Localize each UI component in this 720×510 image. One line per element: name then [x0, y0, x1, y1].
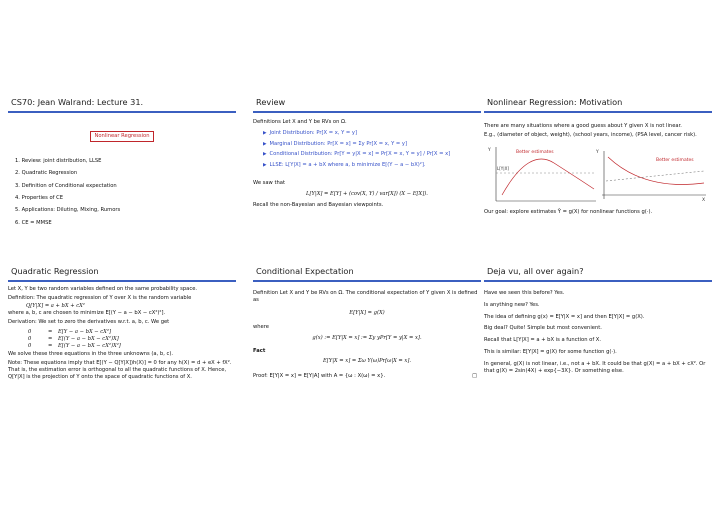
equation-row	[28, 329, 236, 336]
figure-axis-label: X	[702, 197, 706, 203]
topic-badge: Nonlinear Regression	[90, 131, 153, 142]
slide-title: CS70: Jean Walrand: Lecture 31.	[11, 97, 144, 107]
outline-item: 6. CE = MMSE	[15, 219, 52, 226]
equation-row	[28, 343, 236, 350]
deja-line: Is anything new? Yes.	[484, 301, 540, 308]
slide-title: Review	[256, 97, 286, 107]
bullet-marginal: Marginal Distribution: Pr[X = x] = Σy Pr[X = x, Y = y]	[269, 140, 407, 147]
bullet-conditional: Conditional Distribution: Pr[Y = y|X = x] = Pr[X = x, Y = y] / Pr[X = x]	[269, 151, 451, 158]
slide-title: Conditional Expectation	[256, 266, 354, 276]
outline-list	[8, 158, 236, 227]
slide-lecture-title	[8, 93, 236, 253]
bullet-joint: Joint Distribution: Pr[X = x, Y = y]	[269, 129, 357, 136]
note-text: Note: These equations imply that E[(Y − Q[Y|X])h(X)] = 0 for any h(X) = d + eX + fX². That is, the estimation error is orthogonal to all the quadratic functions of X. Hence, Q[Y|X] is the projection of Y onto the space of quadratic functions of X.	[8, 360, 232, 380]
figure-label: Better estimates	[516, 149, 554, 155]
bullet-llse: LLSE: L[Y|X] = a + bX where a, b minimize E[(Y − a − bX)²].	[269, 162, 426, 169]
qed-icon: □	[472, 372, 477, 379]
lhs: 0	[28, 328, 32, 335]
goal-text: Our goal: explore estimates Ŷ = g(X) for nonlinear functions g(·).	[484, 208, 653, 215]
equation-row	[28, 336, 236, 343]
proof-text: Proof: E[Y|X = x] = E[Y|A] with A = {ω : X(ω) = x}.	[253, 372, 386, 379]
slide-conditional-expectation	[253, 262, 481, 422]
title-rule	[253, 111, 481, 113]
figure-label: Better estimates	[656, 157, 694, 163]
motivation-paragraph: There are many situations where a good guess about Y given X is not linear.	[484, 123, 682, 129]
bullet-icon: ▶	[263, 152, 267, 158]
title-rule	[484, 111, 712, 113]
deja-line: This is similar: E[Y|X] = g(X) for some function g(·).	[484, 348, 617, 355]
rhs: E[(Y − a − bX − cX²)X²]	[58, 342, 121, 349]
deja-line: Recall that L[Y|X] = a + bX is a function of X.	[484, 337, 601, 344]
nonlinear-curve	[502, 159, 594, 195]
examples-paragraph: E.g., (diameter of object, weight), (school years, income), (PSA level, cancer risk).	[484, 131, 697, 138]
solve-text: We solve these three equations in the three unknowns (a, b, c).	[8, 351, 174, 358]
slide-nonlinear-motivation	[484, 93, 712, 253]
g-definition: g(x) := E[Y|X = x] := Σy yPr[Y = y|X = x].	[312, 335, 422, 342]
figure-axis-label: Y	[596, 149, 599, 155]
where-text: where a, b, c are chosen to minimize E[(Y − a − bX − cX²)²].	[8, 310, 166, 317]
title-rule	[253, 280, 481, 282]
outline-item: 1. Review: joint distribution, LLSE	[15, 157, 102, 164]
figure-axis-label: Y	[488, 147, 491, 153]
title-rule	[484, 280, 712, 282]
bullet-icon: ▶	[263, 163, 267, 169]
slide-review	[253, 93, 481, 253]
fact-formula: E[Y|X = x] = Σω Y(ω)Pr[ω|X = x].	[322, 357, 412, 364]
bullet-icon: ▶	[263, 141, 267, 147]
title-rule	[8, 280, 236, 282]
ce-formula: E[Y|X] = g(X)	[349, 309, 385, 316]
bullet-icon: ▶	[263, 130, 267, 136]
slide-title: Quadratic Regression	[11, 266, 99, 276]
slide-title: Nonlinear Regression: Motivation	[487, 97, 623, 107]
lhs: 0	[28, 342, 32, 349]
outline-item: 3. Definition of Conditional expectation	[15, 182, 117, 189]
rhs: E[Y − a − bX − cX²]	[58, 328, 111, 335]
fact-label: Fact	[253, 347, 266, 354]
linear-estimate-line	[606, 171, 704, 181]
llse-formula: L[Y|X] = E[Y] + (cov(X, Y) / var[X]) (X − E[X]).	[306, 190, 428, 197]
eq-sign: =	[48, 328, 53, 335]
recall-text: Recall the non-Bayesian and Bayesian viewpoints.	[253, 201, 384, 208]
definition-text: Definition: The quadratic regression of Y over X is the random variable	[8, 294, 192, 301]
slide-title: Deja vu, all over again?	[487, 266, 584, 276]
deja-line: In general, g(X) is not linear, i.e., not a + bX. It could be that g(X) = a + bX + cX². Or that g(X) = 2sin(4X) + exp{−3X}. Or something else.	[484, 360, 706, 374]
slide-quadratic-regression	[8, 262, 236, 422]
definitions-line: Definitions Let X and Y be RVs on Ω.	[253, 119, 347, 125]
derivation-text: Derivation: We set to zero the derivatives w.r.t. a, b, c. We get	[8, 319, 170, 326]
eq-sign: =	[48, 342, 53, 349]
quadratic-def: Q[Y|X] = a + bX + cX²	[26, 302, 85, 309]
deja-line: Big deal? Quite! Simple but most convenient.	[484, 325, 602, 332]
title-rule	[8, 111, 236, 113]
ce-definition: Definition Let X and Y be RVs on Ω. The conditional expectation of Y given X is defined as	[253, 290, 478, 303]
deja-line: The idea of defining g(x) = E[Y|X = x] and then E[Y|X] = g(X).	[484, 313, 645, 320]
intro-text: Let X, Y be two random variables defined on the same probability space.	[8, 286, 198, 292]
eq-sign: =	[48, 335, 53, 342]
outline-item: 4. Properties of CE	[15, 194, 64, 201]
where-text: where	[253, 324, 269, 331]
rhs: E[(Y − a − bX − cX²)X]	[58, 335, 119, 342]
deja-line: Have we seen this before? Yes.	[484, 290, 565, 296]
figure-lyx-label: L[Y|X]	[497, 165, 509, 171]
slide-deja-vu	[484, 262, 712, 422]
we-saw-text: We saw that	[253, 179, 285, 186]
regression-figure	[484, 143, 712, 205]
outline-item: 2. Quadratic Regression	[15, 170, 78, 177]
outline-item: 5. Applications: Diluting, Mixing, Rumors	[15, 207, 121, 214]
lhs: 0	[28, 335, 32, 342]
